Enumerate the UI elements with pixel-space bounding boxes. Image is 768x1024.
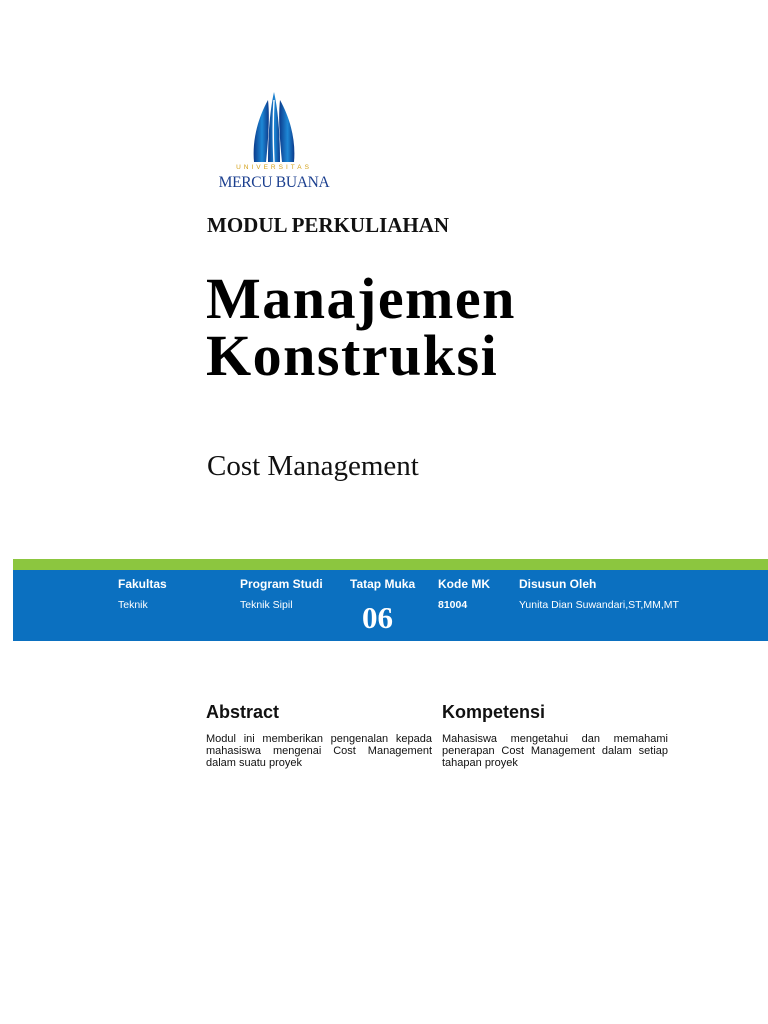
logo-university-name: MERCU BUANA [218,174,330,191]
course-title-line2: Konstruksi [206,323,499,388]
university-logo [206,88,342,196]
course-info-band [13,570,768,641]
course-title-line1: Manajemen [206,266,516,331]
tatap-muka-value: 06 [362,600,393,635]
modul-label: MODUL PERKULIAHAN [207,213,450,237]
kode-mk-label: Kode MK [438,577,490,591]
program-studi-value: Teknik Sipil [240,599,293,611]
kompetensi-text: Mahasiswa mengetahui dan memahami penerapan Cost Management dalam setiap tahapan proyek [442,733,668,769]
green-divider-band [13,559,768,570]
tatap-muka-label: Tatap Muka [350,577,416,591]
module-subtitle: Cost Management [207,450,419,482]
fakultas-label: Fakultas [118,577,167,591]
fakultas-value: Teknik [118,599,148,611]
abstract-heading: Abstract [206,702,280,722]
kode-mk-value: 81004 [438,599,468,611]
program-studi-label: Program Studi [240,577,323,591]
flame-emblem-icon [206,88,342,164]
disusun-oleh-value: Yunita Dian Suwandari,ST,MM,MT [519,599,679,611]
course-title [206,266,516,388]
logo-universitas-text: UNIVERSITAS [236,164,312,171]
abstract-text: Modul ini memberikan pengenalan kepada mahasiswa mengenai Cost Management dalam suatu proyek [206,733,432,769]
disusun-oleh-label: Disusun Oleh [519,577,597,591]
kompetensi-heading: Kompetensi [442,702,546,722]
